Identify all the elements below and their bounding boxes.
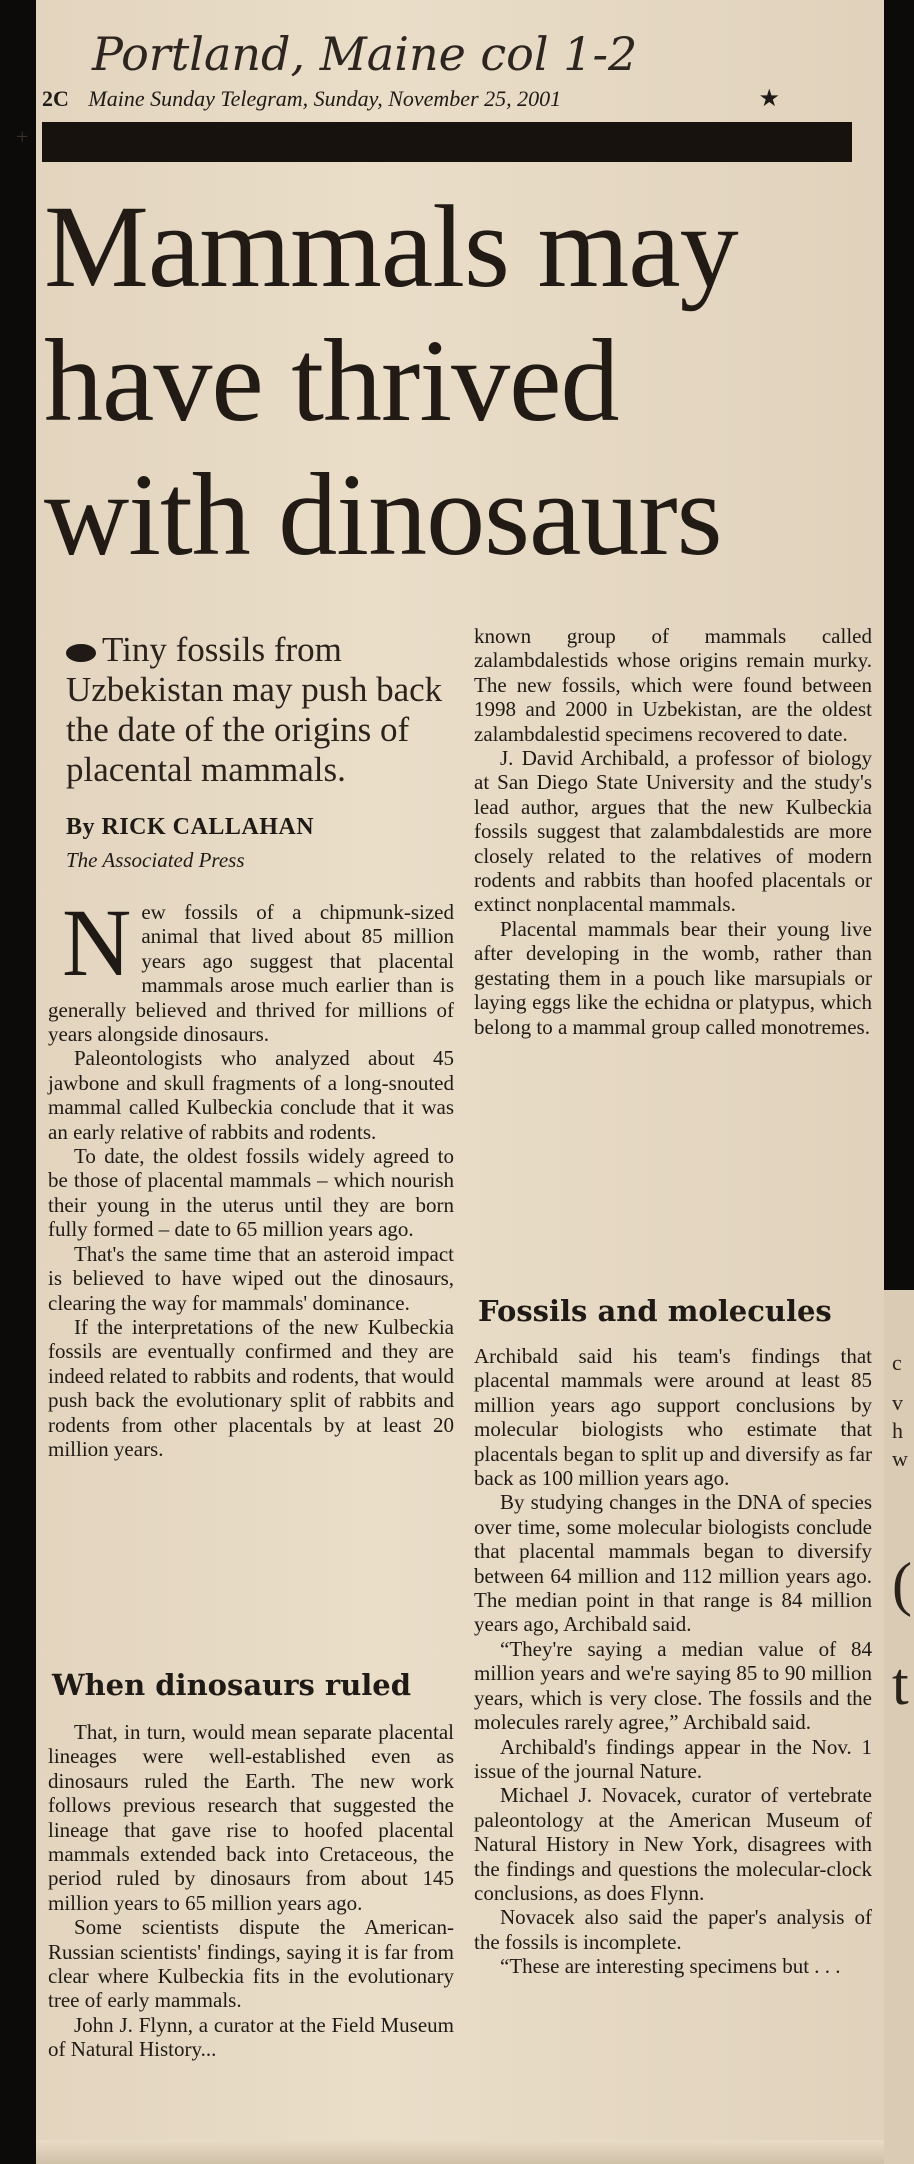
page-number: 2C xyxy=(42,86,69,111)
paragraph: known group of mammals called zalambdalestids whose origins remain murky. The new fossils, which were found between 1998 and 2000 in Uzbekistan, are the oldest zalambdalestid specimens recovered to date. xyxy=(474,624,872,746)
paragraph: If the interpretations of the new Kulbeckia fossils are eventually confirmed and they are indeed related to rabbits and rodents, that would push back the evolutionary split of rabbits and rodents from other placentals by at least 20 million years. xyxy=(48,1314,454,1461)
edge-letter: t xyxy=(892,1651,909,1717)
paragraph: Archibald's findings appear in the Nov. 1 issue of the journal Nature. xyxy=(474,1734,872,1783)
edge-letter: w xyxy=(892,1446,908,1471)
subhead: When dinosaurs ruled xyxy=(52,1668,412,1702)
right-column-continued xyxy=(474,1344,872,1979)
headline: Mammals may have thrived with dinosaurs xyxy=(44,181,738,580)
edge-letter: v xyxy=(892,1390,903,1415)
bullet-icon xyxy=(66,644,96,662)
credit: The Associated Press xyxy=(66,848,245,872)
paragraph: By studying changes in the DNA of species over time, some molecular biologists conclude that placental mammals began to diversify between 64 million and 112 million years ago. The median point in that range is 84 million years ago, Archibald said. xyxy=(474,1490,872,1637)
paragraph: Archibald said his team's findings that placental mammals were around at least 85 million years ago support conclusions by molecular biologists who estimate that placentals began to split up and diversify as far back as 100 million years ago. xyxy=(474,1344,872,1491)
paragraph: John J. Flynn, a curator at the Field Museum of Natural History... xyxy=(48,2012,454,2062)
right-column xyxy=(474,624,872,1039)
edge-letter: c xyxy=(892,1350,902,1375)
star-icon: ★ xyxy=(758,86,780,112)
paragraph: “These are interesting specimens but . . . xyxy=(500,1954,841,1979)
paper-date: Maine Sunday Telegram, Sunday, November 25, 2001 xyxy=(88,86,562,111)
deck xyxy=(66,630,466,790)
left-column xyxy=(48,889,454,1461)
byline: By RICK CALLAHAN xyxy=(66,814,315,840)
adjacent-clipping-edge xyxy=(884,1290,914,2164)
header-rule xyxy=(42,122,852,162)
paragraph: “They're saying a median value of 84 million years and we're saying 85 to 90 million years, which is very close. The fossils and the molecules rarely agree,” Archibald said. xyxy=(474,1636,872,1735)
edge-letter: ( xyxy=(892,1551,912,1617)
paragraph: Novacek also said the paper's analysis of the fossils is incomplete. xyxy=(474,1905,872,1954)
paragraph: J. David Archibald, a professor of biology at San Diego State University and the study's lead author, argues that the new Kulbeckia fossils suggest that zalambdalestids are more closely related to the relatives of modern rodents and rabbits than hoofed placentals or extinct nonplacental mammals. xyxy=(474,746,872,917)
paragraph: Paleontologists who analyzed about 45 jawbone and skull fragments of a long-snouted mammal called Kulbeckia conclude that it was an early relative of rabbits and rodents. xyxy=(48,1046,454,1144)
left-column-continued xyxy=(48,1720,454,2062)
handwritten-note xyxy=(88,14,648,94)
paragraph: Some scientists dispute the American-Russian scientists' findings, saying it is far from clear where Kulbeckia fits in the evolutionary tree of early mammals. xyxy=(48,1915,454,2013)
deck-text: Tiny fossils from Uzbekistan may push back the date of the origins of placental mammals. xyxy=(66,630,443,789)
paragraph: Placental mammals bear their young live after developing in the womb, rather than gestating them in a pouch like marsupials or laying eggs like the echidna or platypus, which belong to a mammal group called monotremes. xyxy=(474,916,872,1039)
subhead: Fossils and molecules xyxy=(478,1294,832,1328)
folio-line xyxy=(42,86,832,112)
dropcap: N xyxy=(62,889,132,996)
paragraph: Michael J. Novacek, curator of vertebrate paleontology at the American Museum of Natural History in New York, disagrees with the findings and questions the molecular-clock conclusions, as does Flynn. xyxy=(474,1783,872,1905)
paragraph: That's the same time that an asteroid impact is believed to have wiped out the dinosaurs, clearing the way for mammals' dominance. xyxy=(48,1241,454,1315)
registration-mark: + xyxy=(16,124,29,149)
handwritten-note-text: Portland, Maine col 1-2 xyxy=(92,27,638,81)
edge-letter: h xyxy=(892,1418,903,1443)
page-edge xyxy=(36,2140,884,2164)
paragraph xyxy=(48,889,454,1047)
paragraph-text: ew fossils of a chipmunk-sized animal that lived about 85 million years ago suggest that placental mammals arose much earlier than is generally believed and thrived for millions of years alongside dinosaurs. xyxy=(48,900,454,1047)
paragraph: That, in turn, would mean separate placental lineages were well-established even as dinosaurs ruled the Earth. The new work follows previous research that suggested the lineage that gave rise to hoofed placental mammals extended back into Cretaceous, the period ruled by dinosaurs from about 145 million years to 65 million years ago. xyxy=(48,1720,454,1915)
paragraph: To date, the oldest fossils widely agreed to be those of placental mammals – which nourish their young in the uterus until they are born fully formed – date to 65 million years ago. xyxy=(48,1144,454,1242)
